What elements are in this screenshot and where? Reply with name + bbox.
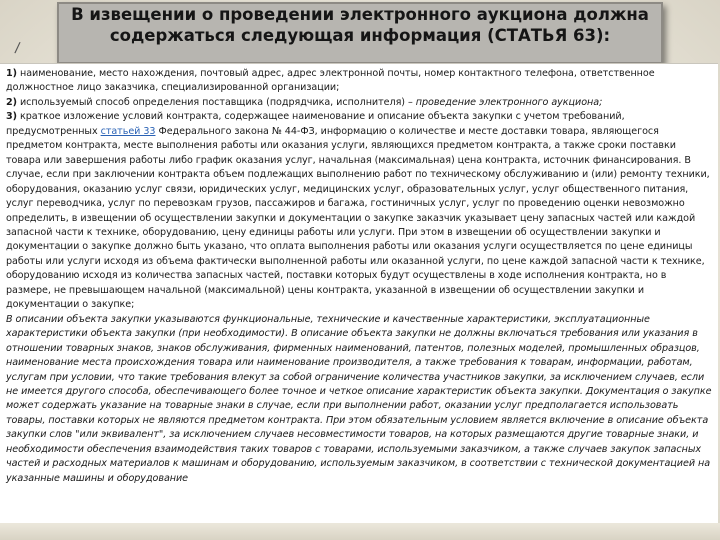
title-banner xyxy=(57,2,663,64)
list-item-text-after-link: Федерального закона № 44-ФЗ, информацию о количестве и месте доставки товара, являющегося предметом контракта, месте выполнения работы или оказания услуги, являющихся предметом контракта, а также сроки поставки товара или завершения работы либо график оказания услуг, начальная (максимальная) цена контракта, источник финансирования. В случае, если при заключении контракта объем подлежащих выполнению работ по техническому обслуживанию и (или) ремонту техники, оборудования, оказанию услуг связи, юридических услуг, медицинских услуг, образовательных услуг, услуг общественного питания, услуг переводчика, услуг по перевозкам грузов, пассажиров и багажа, гостиничных услуг, услуг по проведению оценки невозможно определить, в извещении об осуществлении закупки и документации о закупке заказчик указывает цену запасных частей или каждой запасной части к технике, оборудованию, цену единицы работы или услуги. При этом в извещении об осуществлении закупки и документации о закупке должно быть указано, что оплата выполнения работы или оказания услуги осуществляется по цене единицы работы или услуги исходя из объема фактически выполненной работы или оказанной услуги, по цене каждой запасной части к технике, оборудованию исходя из количества запасных частей, поставки которых будут осуществлены в ходе исполнения контракта, но в размере, не превышающем начальной (максимальной) цены контракта, указанной в извещении об осуществлении закупки и документации о закупке; xyxy=(6,125,710,311)
article-33-link[interactable]: статьей 33 xyxy=(100,125,156,137)
list-item-2 xyxy=(6,96,712,110)
italic-paragraph: В описании объекта закупки указываются функциональные, технические и качественные характеристики, эксплуатационные характеристики объекта закупки (при необходимости). В описание объекта закупки не должны включаться требования или указания в отношении товарных знаков, знаков обслуживания, фирменных наименований, патентов, полезных моделей, промышленных образцов, наименование места происхождения товара или наименование производителя, а также требования к товарам, информации, работам, услугам при условии, что такие требования влекут за собой ограничение количества участников закупки, за исключением случаев, если не имеется другого способа, обеспечивающего более точное и четкое описание характеристик объекта закупки. Документация о закупке может содержать указание на товарные знаки в случае, если при выполнении работ, оказании услуг предполагается использовать товары, поставки которых не являются предметом контракта. При этом обязательным условием является включение в описание объекта закупки слов "или эквивалент", за исключением случаев несовместимости товаров, на которых размещаются другие товарные знаки, и необходимости обеспечения взаимодействия таких товаров с товарами, используемыми заказчиком, а также случаев закупок запасных частей и расходных материалов к машинам и оборудованию, используемым заказчиком, в соответствии с технической документацией на указанные машины и оборудование xyxy=(6,313,712,484)
text-body xyxy=(0,63,718,523)
list-item-text-before-link: краткое изложение условий контракта, содержащее наименование и описание объекта закупки с учетом требований, предусмотренных xyxy=(6,111,625,137)
list-item-3 xyxy=(6,110,712,312)
list-item-emphasis: проведение электронного аукциона; xyxy=(415,96,603,108)
decorative-mark: / xyxy=(13,39,21,57)
list-item-text: используемый способ определения поставщика (подрядчика, исполнителя) – xyxy=(16,96,416,108)
slide-title: В извещении о проведении электронного аукциона должна содержаться следующая информация (СТАТЬЯ 63): xyxy=(71,5,649,45)
list-item-1 xyxy=(6,67,712,96)
list-item-text: наименование, место нахождения, почтовый адрес, адрес электронной почты, номер контактного телефона, ответственное должностное лицо заказчика, специализированной организации; xyxy=(6,68,655,94)
bottom-strip xyxy=(0,523,720,540)
list-item-number: 3) xyxy=(6,111,17,123)
list-item-number: 2) xyxy=(6,96,17,108)
list-item-number: 1) xyxy=(6,68,17,79)
